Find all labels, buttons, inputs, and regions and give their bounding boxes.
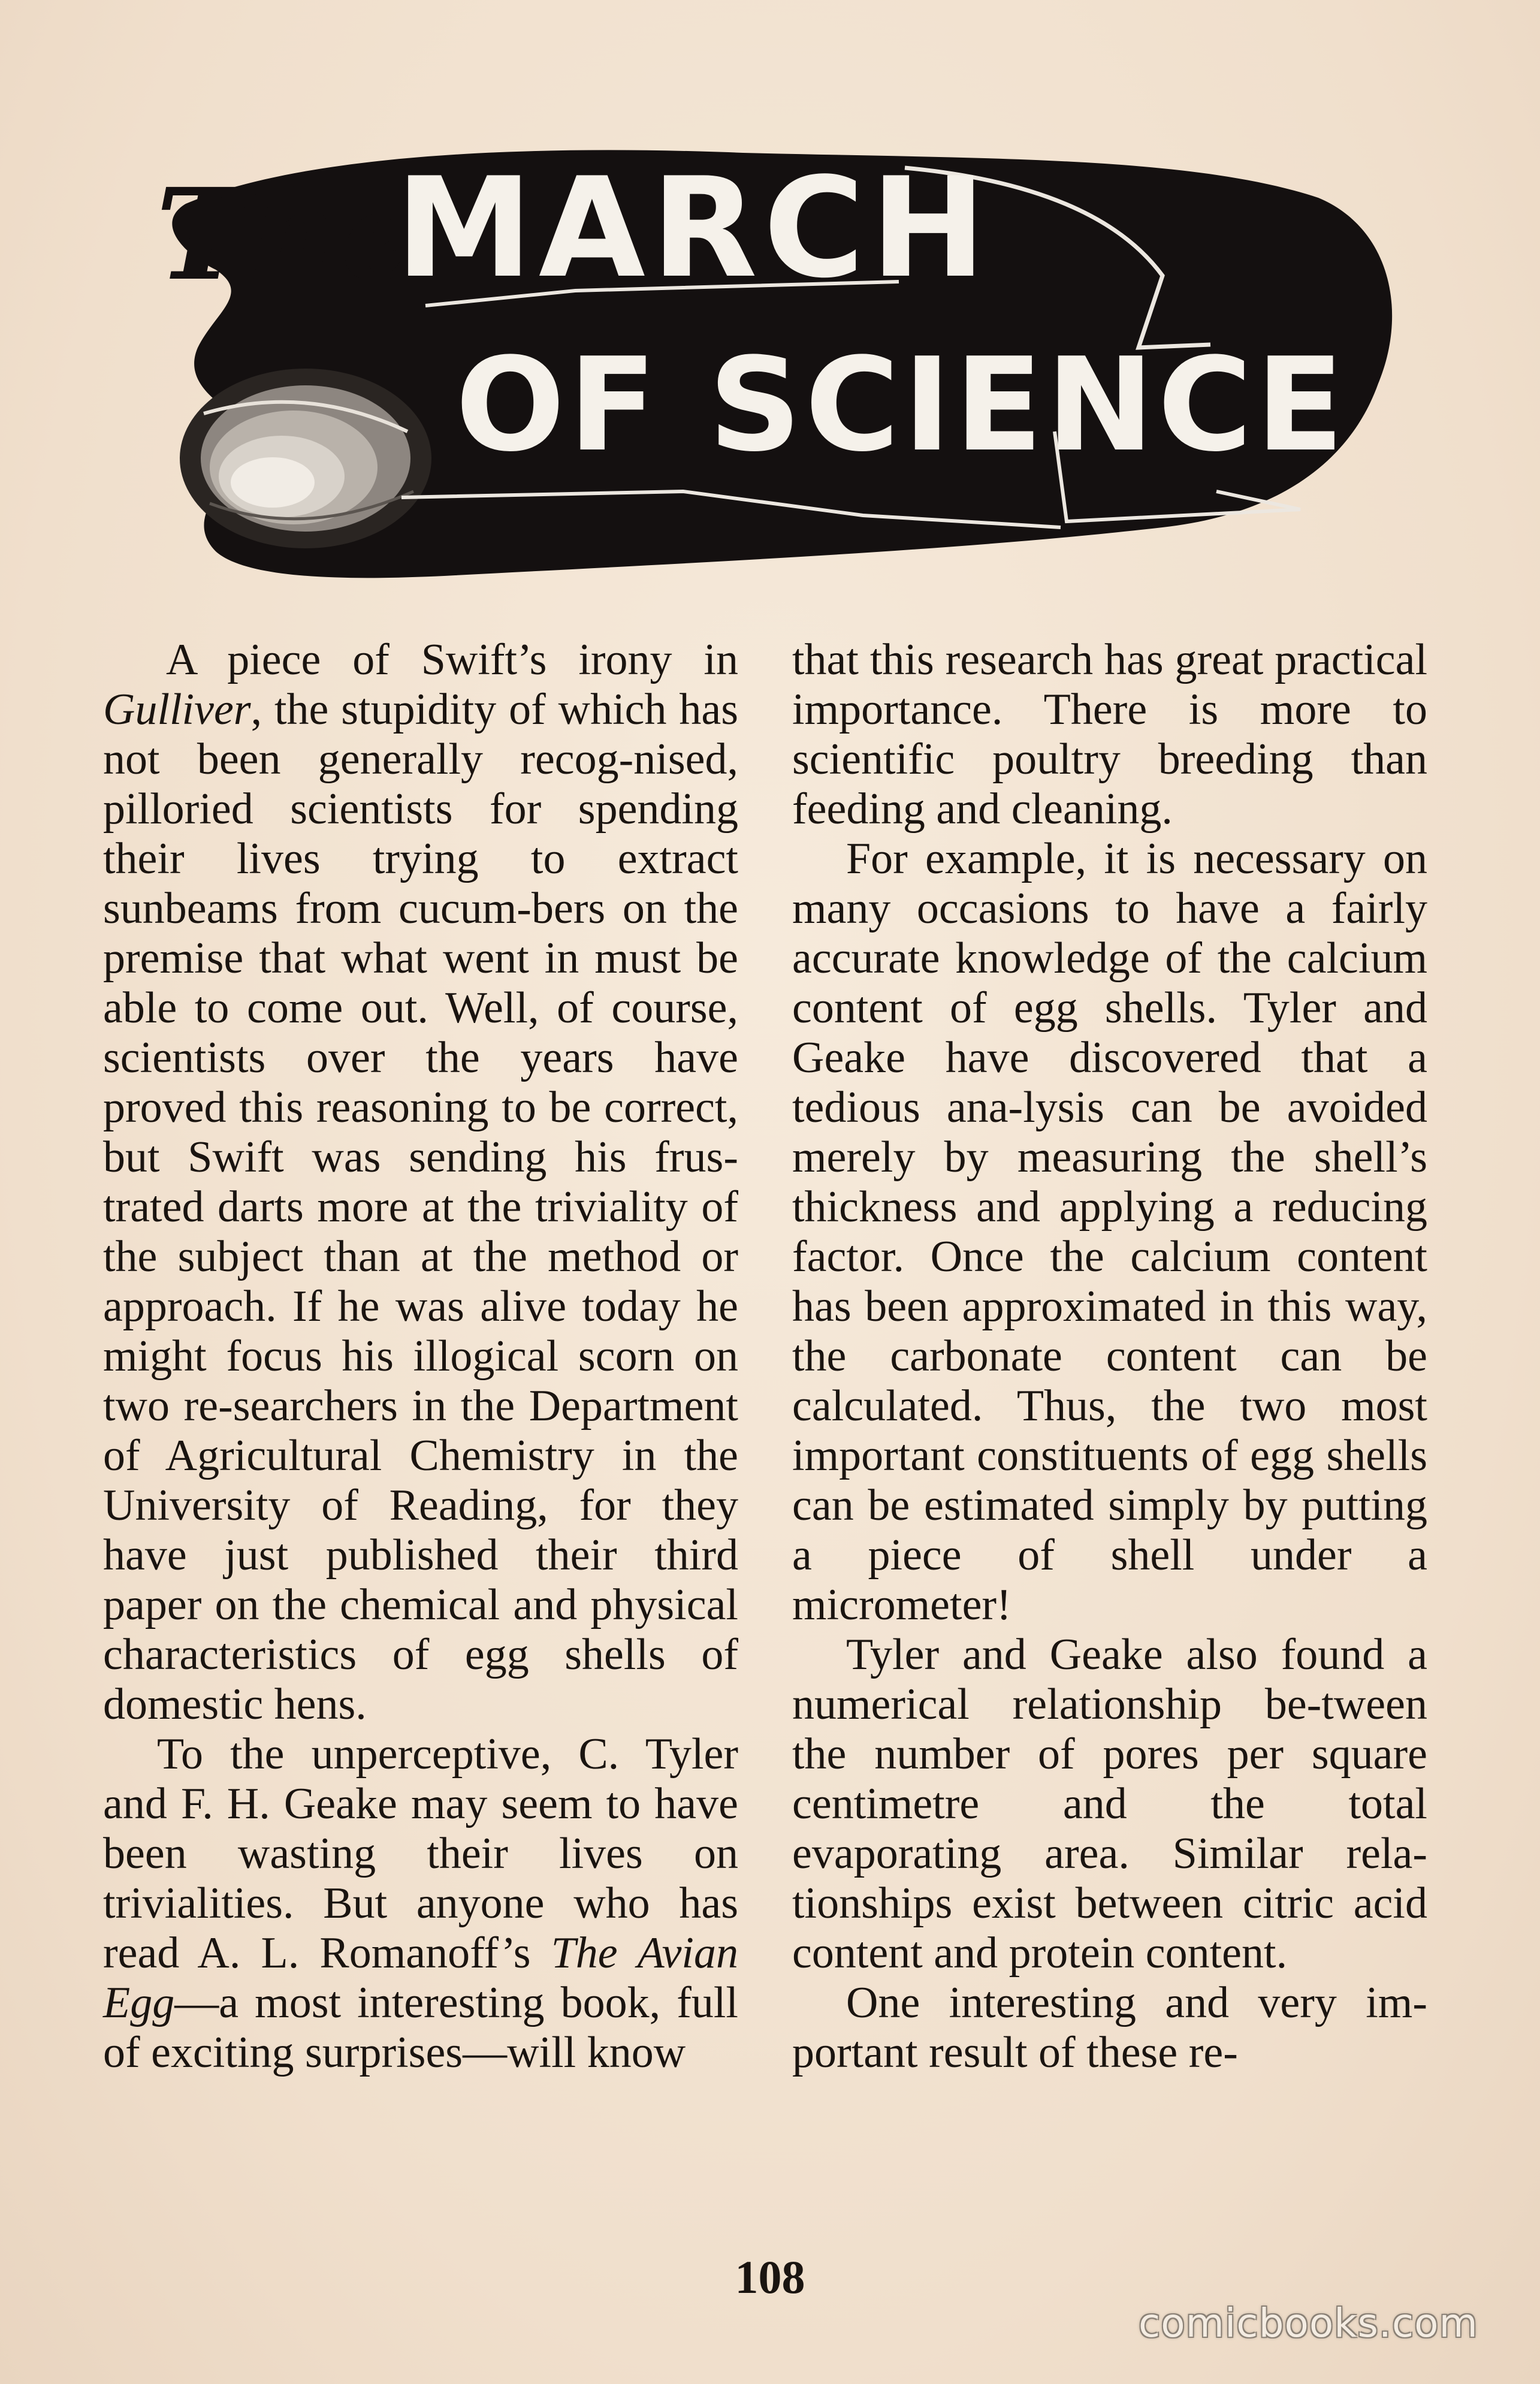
page-number: 108 — [735, 2251, 805, 2303]
article-paragraph: that this research has great practical importance. There is more to scientific poultry breeding than feeding and cleaning. — [792, 635, 1427, 834]
article-column-right — [792, 635, 1427, 2078]
book-title-avian-egg: The Avian Egg — [103, 1929, 738, 2027]
title-word-science: OF SCIENCE — [455, 330, 1348, 480]
title-word-the: The — [156, 161, 421, 309]
rocket-icon — [180, 369, 431, 548]
book-title-gulliver: Gulliver — [103, 685, 251, 734]
article-column-left — [103, 635, 738, 2078]
watermark: comicbooks.com — [1139, 2300, 1478, 2346]
article-paragraph: To the unperceptive, C. Tyler and F. H. Geake may seem to have been wasting their lives on trivialities. But anyone who has read A. L. Romanoff’s The Avian Egg—a most interesting book, full of exciting surprises—will know — [103, 1730, 738, 2077]
article-paragraph: Tyler and Geake also found a numerical relationship be-tween the number of pores per square centimetre and the total evaporating area. Similar rela-tionships exist between citric acid content and protein content. — [792, 1630, 1427, 1978]
article-paragraph: One interesting and very im-portant result of these re- — [792, 1978, 1427, 2077]
header-logo — [144, 132, 1408, 599]
title-word-march: MARCH — [395, 149, 992, 309]
article-paragraph: A piece of Swift’s irony in Gulliver, the stupidity of which has not been generally recog-nised, pilloried scientists for spending their lives trying to extract sunbeams from cucum-bers on the premise that what went in must be able to come out. Well, of course, scientists over the years have proved this reasoning to be correct, but Swift was sending his frus-trated darts more at the triviality of the subject than at the method or approach. If he was alive today he might focus his illogical scorn on two re-searchers in the Department of Agricultural Chemistry in the University of Reading, for they have just published their third paper on the chemical and physical characteristics of egg shells of domestic hens. — [103, 635, 738, 1729]
article-paragraph: For example, it is necessary on many occasions to have a fairly accurate knowledge of the calcium content of egg shells. Tyler and Geake have discovered that a tedious ana-lysis can be avoided merely by measuring the shell’s thickness and applying a reducing factor. Once the calcium content has been approximated in this way, the carbonate content can be calculated. Thus, the two most important constituents of egg shells can be estimated simply by putting a piece of shell under a micrometer! — [792, 834, 1427, 1629]
